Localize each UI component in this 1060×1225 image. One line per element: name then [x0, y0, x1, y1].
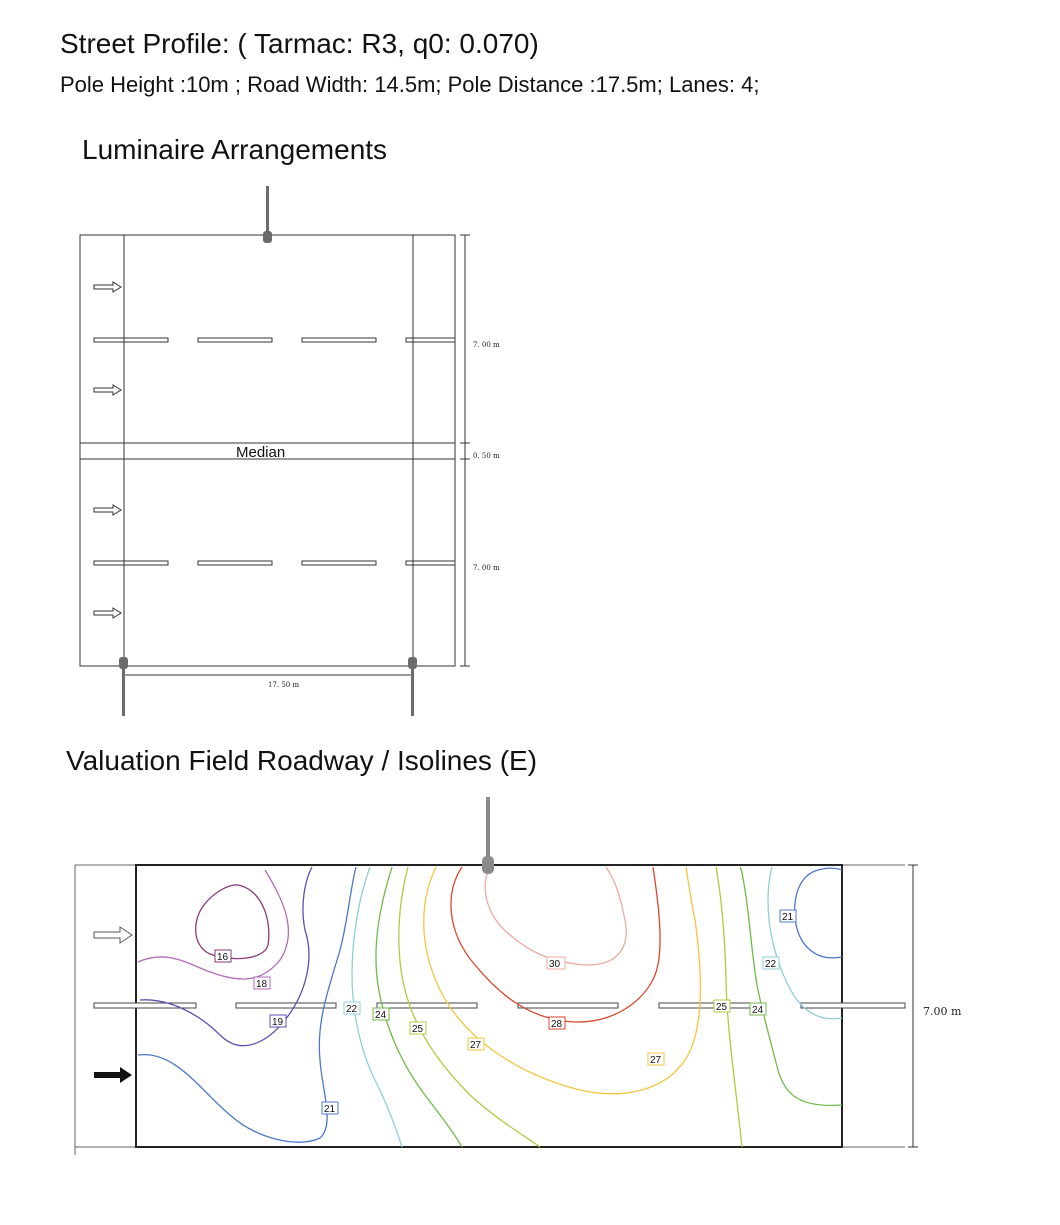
isoline-label [215, 950, 231, 963]
luminaire-pole-icon [263, 186, 272, 243]
dimension-line-right [460, 235, 470, 666]
isoline-18 [138, 870, 288, 979]
svg-text:21: 21 [782, 912, 794, 923]
arrangement-heading: Luminaire Arrangements [82, 134, 388, 165]
luminaire-pole-icon [119, 657, 128, 716]
isoline-label [468, 1038, 484, 1051]
isoline-21 [795, 868, 842, 958]
isoline-30 [485, 867, 626, 965]
isolines-heading: Valuation Field Roadway / Isolines (E) [66, 745, 538, 776]
page-title: Street Profile: ( Tarmac: R3, q0: 0.070) [60, 28, 539, 59]
isoline-16 [196, 885, 269, 959]
lane-marking [94, 1003, 905, 1008]
direction-arrow-icon [94, 608, 121, 618]
dimension-line-right [908, 865, 918, 1147]
isoline-label [763, 957, 779, 970]
svg-text:28: 28 [551, 1019, 563, 1030]
dimension-carriageway-width: 7.00 m [923, 1005, 962, 1018]
svg-text:25: 25 [716, 1002, 728, 1013]
direction-arrow-icon [94, 505, 121, 515]
svg-text:27: 27 [650, 1055, 662, 1066]
svg-text:24: 24 [375, 1010, 387, 1021]
direction-arrow-icon [94, 927, 132, 943]
svg-text:27: 27 [470, 1040, 482, 1051]
dimension-lower-carriageway: 7. 00 m [473, 564, 500, 572]
isoline-label [344, 1002, 360, 1015]
dimension-median: 0. 50 m [473, 452, 500, 460]
isoline-label [270, 1015, 286, 1028]
svg-text:18: 18 [256, 979, 268, 990]
luminaire-pole-icon [408, 657, 417, 716]
isoline-label [254, 977, 270, 990]
isoline-label [750, 1003, 766, 1016]
luminaire-pole-icon [482, 797, 494, 874]
isoline-label [410, 1022, 426, 1035]
svg-text:25: 25 [412, 1024, 424, 1035]
svg-text:21: 21 [324, 1104, 336, 1115]
svg-text:16: 16 [217, 952, 229, 963]
isoline-24 [740, 867, 842, 1105]
svg-text:22: 22 [346, 1004, 358, 1015]
svg-text:19: 19 [272, 1017, 284, 1028]
svg-text:30: 30 [549, 959, 561, 970]
isoline-28 [451, 867, 660, 1022]
street-parameters: Pole Height :10m ; Road Width: 14.5m; Pole Distance :17.5m; Lanes: 4; [60, 72, 760, 97]
isoline-label [547, 957, 565, 970]
isoline-label [648, 1053, 664, 1066]
isoline-label [780, 910, 796, 923]
isoline-22 [768, 867, 842, 1019]
svg-text:22: 22 [765, 959, 777, 970]
direction-arrow-icon [94, 385, 121, 395]
direction-arrow-solid-icon [94, 1067, 132, 1083]
dimension-upper-carriageway: 7. 00 m [473, 341, 500, 349]
isoline-label [714, 1000, 730, 1013]
isoline-label [322, 1102, 338, 1115]
isoline-label [373, 1008, 389, 1021]
lane-marking-lower [94, 561, 455, 565]
direction-arrow-icon [94, 282, 121, 292]
isoline-label [549, 1017, 565, 1030]
lane-marking-upper [94, 338, 455, 342]
isoline-diagram [75, 797, 962, 1155]
dimension-pole-spacing: 17. 50 m [268, 681, 300, 689]
median-label: Median [236, 444, 286, 461]
svg-text:24: 24 [752, 1005, 764, 1016]
